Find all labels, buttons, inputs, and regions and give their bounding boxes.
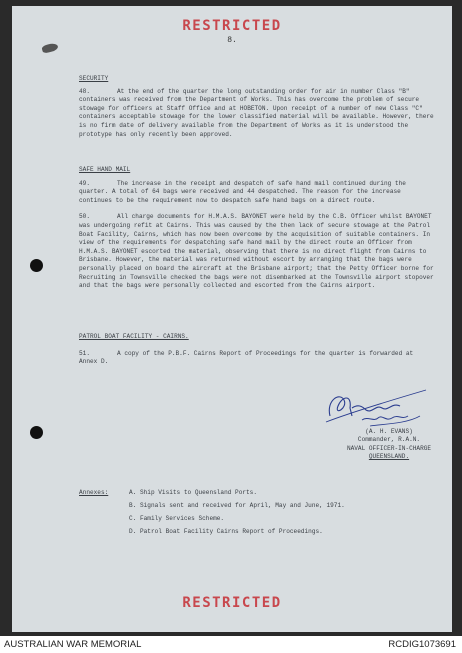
handwritten-signature: [322, 386, 432, 432]
paragraph-number: 50.: [79, 213, 90, 221]
section-security: [79, 75, 435, 139]
punch-hole-lower: [30, 426, 43, 439]
paragraph-text: All charge documents for H.M.A.S. BAYONET were held by the C.B. Officer whilst BAYONET was undergoing refit at Cairns. This was caused by the then lack of secure stowage at the Patrol Boat Facility, Cairns, which has now been overcome by the acquisition of suitable containers. In view of the requirements for despatching safe hand mail by the direct route an Officer from H.M.A.S. BAYONET escorted the material, observing that there is no direct flight from Cairns to Brisbane. However, the material was returned without escort by arranging that the bags were personally placed on board the aircraft at the Brisbane airport; that the Petty Officer borne for Recruiting in Townsville checked the bags were not disembarked at the Townsville airport stopover and that the bags were personally collected and escorted from the Cairns airport.: [79, 213, 434, 290]
annex-item: B. Signals sent and received for April, May and June, 1971.: [129, 502, 345, 509]
section-heading: SECURITY: [79, 75, 109, 82]
annexes-label: Annexes:: [79, 489, 109, 496]
paragraph-number: 49.: [79, 179, 90, 187]
annexes-list: [79, 486, 345, 538]
section-patrol-boat-facility: [79, 333, 435, 367]
document-page: [12, 6, 452, 632]
signature-block: [312, 386, 442, 478]
signatory-name: (A. H. EVANS): [365, 428, 413, 435]
signatory-details: [334, 428, 444, 462]
classification-stamp-top: RESTRICTED: [182, 18, 282, 34]
signatory-rank: Commander, R.A.N.: [357, 436, 421, 444]
section-safe-hand-mail: [79, 166, 435, 291]
record-id: RCDIG1073691: [388, 639, 456, 650]
page-number: 8.: [227, 36, 237, 45]
paragraph-49: [79, 180, 435, 206]
paragraph-text: The increase in the receipt and despatch of safe hand mail continued during the quarter. A total of 64 bags were received and 44 despatched. The reason for the increase continues to be the requirement now to despatch safe hand bags on a direct route.: [79, 179, 406, 204]
annex-item: C. Family Services Scheme.: [129, 515, 225, 522]
classification-stamp-bottom: RESTRICTED: [182, 595, 282, 611]
signatory-area: QUEENSLAND.: [368, 453, 410, 461]
annex-item: D. Patrol Boat Facility Cairns Report of Proceedings.: [129, 528, 323, 535]
annex-item: A. Ship Visits to Queensland Ports.: [129, 489, 257, 496]
punch-hole-upper: [30, 259, 43, 272]
paragraph-50: [79, 213, 435, 290]
paragraph-number: 48.: [79, 87, 90, 95]
section-heading: PATROL BOAT FACILITY - CAIRNS.: [79, 333, 189, 340]
paragraph-text: A copy of the P.B.F. Cairns Report of Proceedings for the quarter is forwarded at Annex D.: [79, 349, 414, 366]
section-heading: SAFE HAND MAIL: [79, 166, 131, 173]
paragraph-48: [79, 88, 435, 140]
paragraph-text: At the end of the quarter the long outstanding order for air in number Class "B" containers was received from the Department of Works. This has overcome the problem of secure stowage for officers at Staff Office and at HOBETON. Upon receipt of a number of new Class "C" containers acceptable stowage for the lower classified material will be available. However, there is no firm date of delivery available from the Department of Works as it is understood the prototype has only recently been approved.: [79, 87, 434, 138]
signatory-title: NAVAL OFFICER-IN-CHARGE: [346, 444, 432, 452]
paragraph-number: 51.: [79, 349, 90, 357]
archive-name: AUSTRALIAN WAR MEMORIAL: [4, 639, 142, 650]
archive-footer: [0, 636, 462, 653]
paragraph-51: [79, 350, 435, 367]
